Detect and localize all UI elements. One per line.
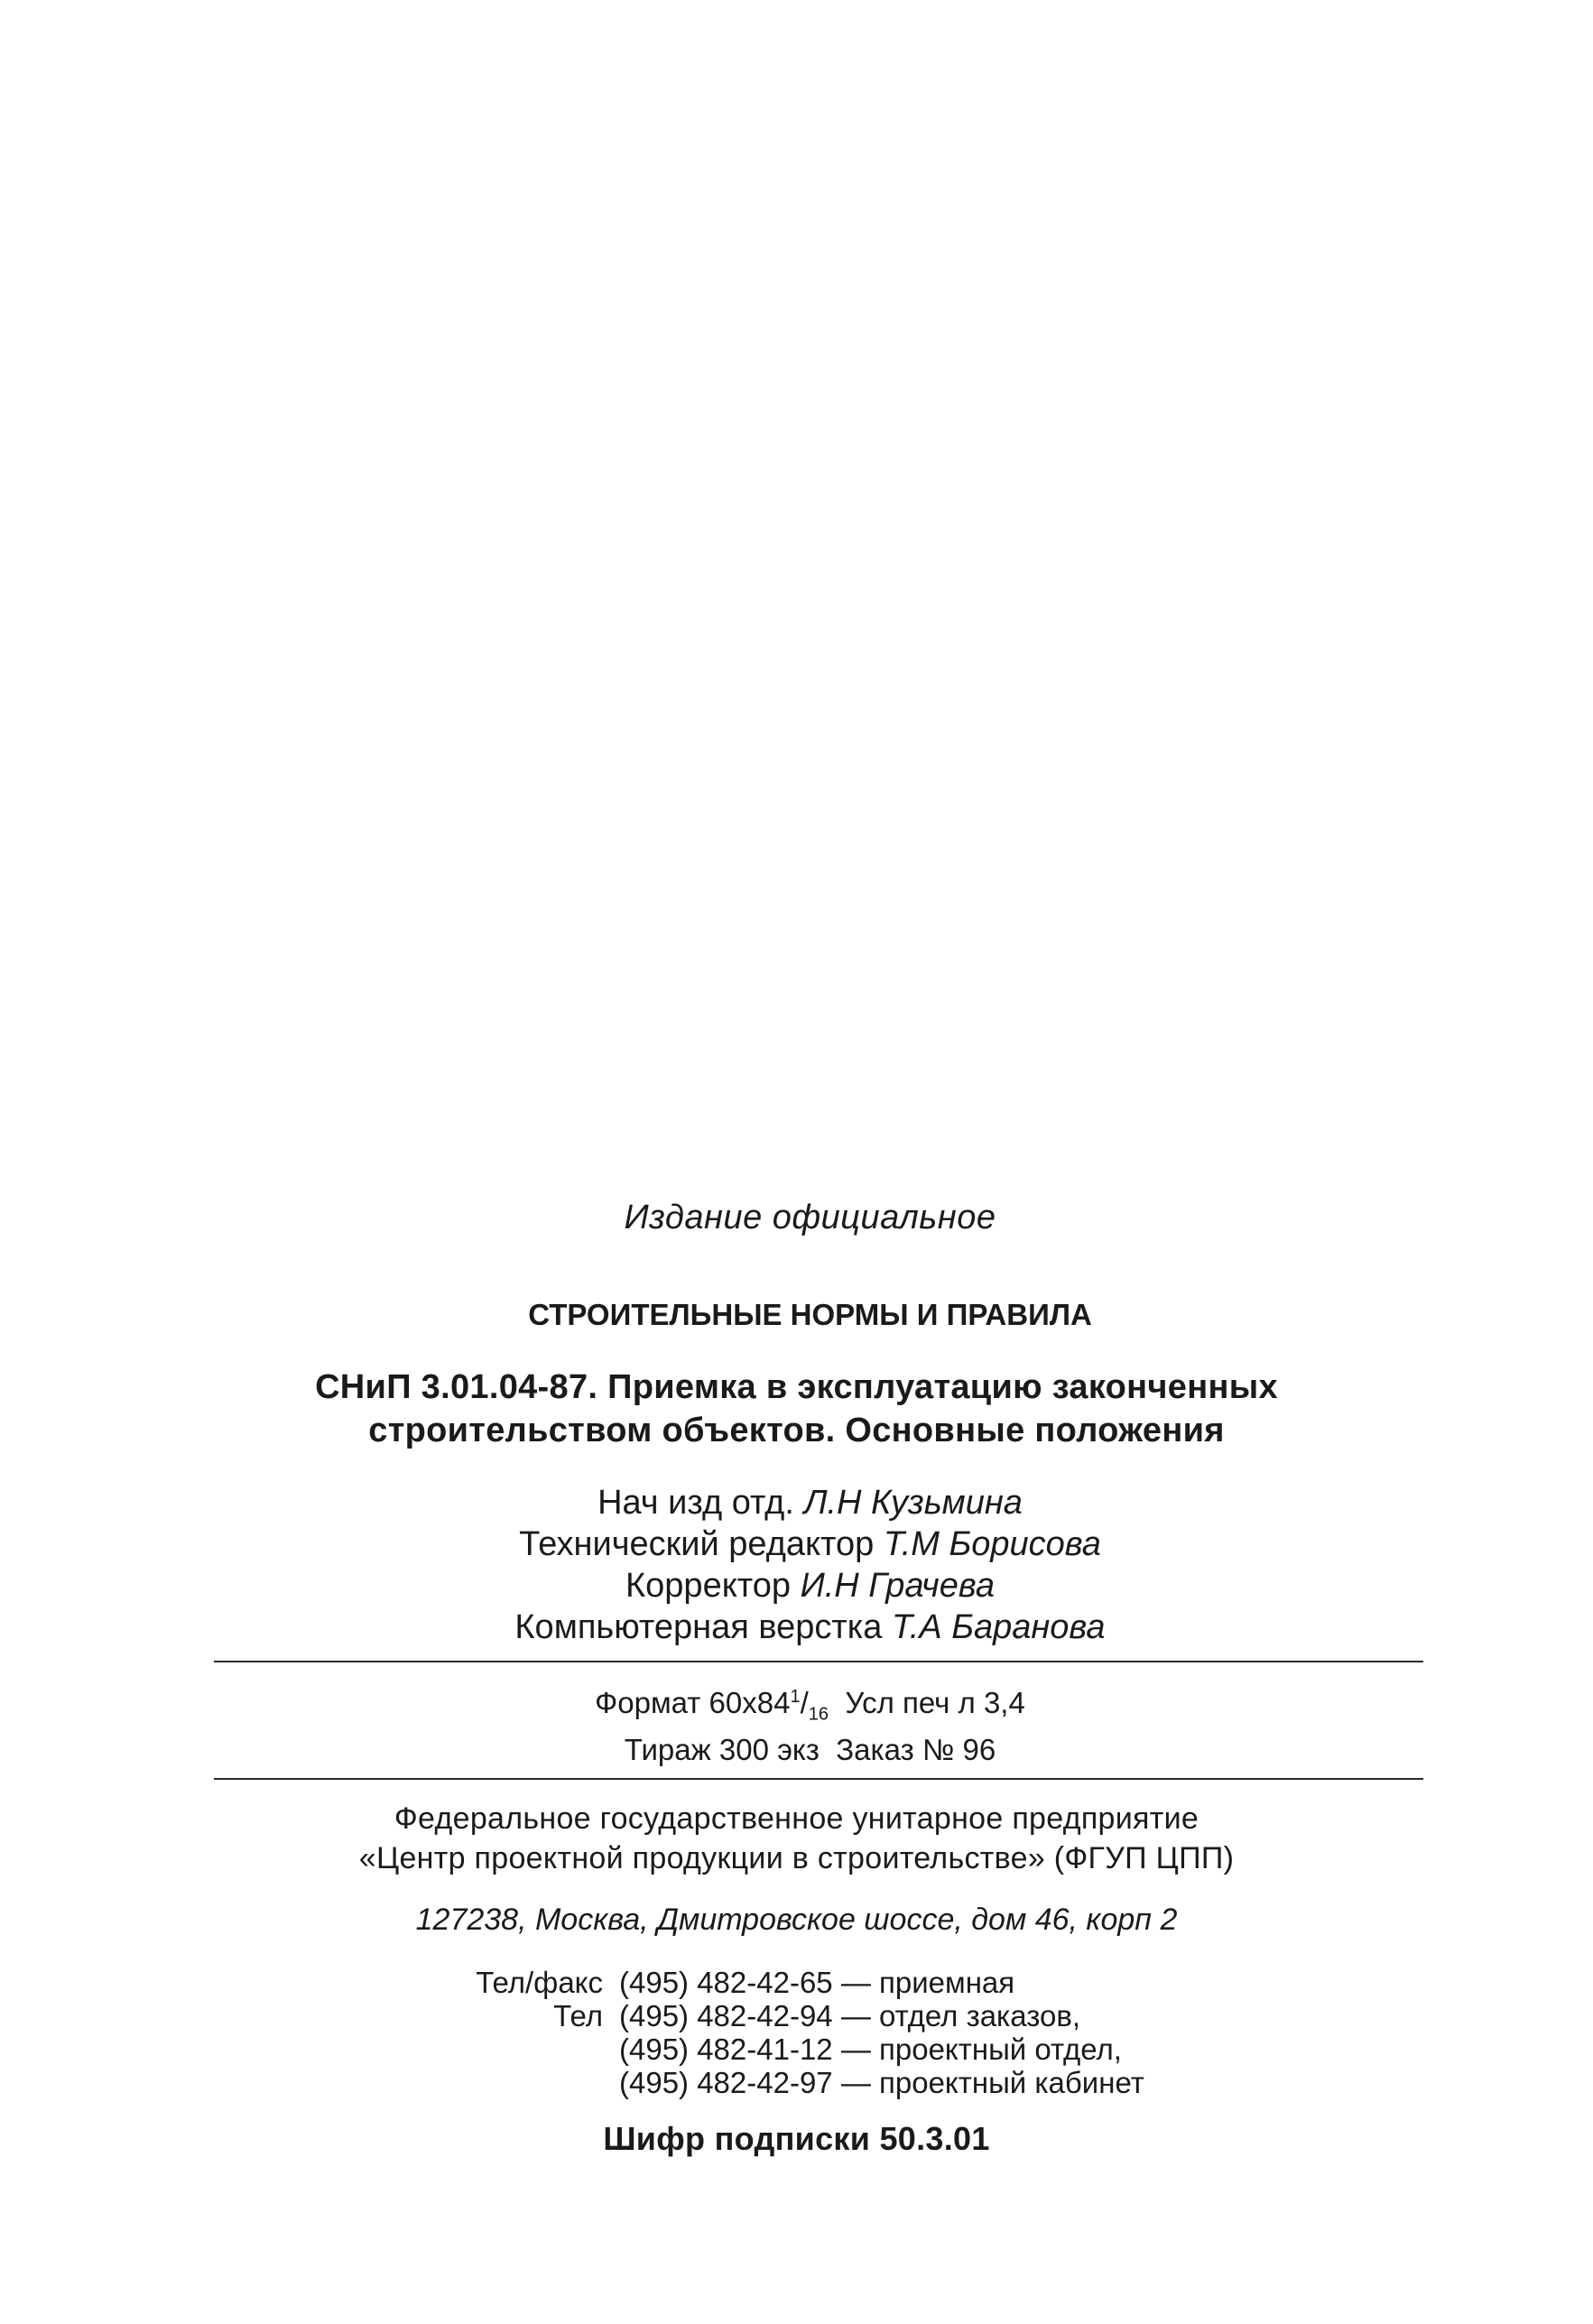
credit-role: Нач изд отд. (597, 1484, 794, 1522)
format-sub: 16 (808, 1704, 829, 1725)
format-slash: / (800, 1686, 809, 1719)
contact-label (457, 2066, 619, 2099)
publisher-address: 127238, Москва, Дмитровское шоссе, дом 46, корп 2 (415, 1903, 1178, 1937)
credit-name: Т.А Баранова (891, 1608, 1106, 1646)
credit-technical-editor (0, 1527, 1593, 1561)
credit-role: Компьютерная верстка (514, 1608, 883, 1646)
publisher-name-line-2: «Центр проектной продукции в строительстве» (ФГУП ЦПП) (358, 1841, 1235, 1875)
format-spec (0, 1688, 1593, 1724)
contact-value: (495) 482-42-65 — приемная (619, 1966, 1015, 1999)
document-title-line-1: СНиП 3.01.04-87. Приемка в эксплуатацию законченных (315, 1368, 1278, 1406)
series-heading: СТРОИТЕЛЬНЫЕ НОРМЫ И ПРАВИЛА (528, 1298, 1092, 1331)
contact-label: Тел/факс (476, 1966, 603, 1999)
contact-label: Тел (553, 1999, 603, 2032)
contact-list (457, 1966, 1144, 2099)
subscription-code: Шифр подписки 50.3.01 (603, 2120, 990, 2157)
credit-role: Технический редактор (519, 1525, 875, 1563)
circulation: Тираж 300 экз (624, 1733, 820, 1766)
publisher-name-line-1: Федеральное государственное унитарное предприятие (394, 1801, 1199, 1836)
credit-proofreader (0, 1569, 1593, 1603)
credit-layout (0, 1610, 1593, 1644)
credit-name: Л.Н Кузьмина (803, 1484, 1023, 1522)
print-sheets: Усл печ л 3,4 (845, 1686, 1025, 1719)
credit-role: Корректор (625, 1567, 791, 1605)
contact-value: (495) 482-42-94 — отдел заказов, (619, 1999, 1081, 2032)
contact-row (457, 2032, 1144, 2066)
credit-head-of-department (0, 1486, 1593, 1520)
format-sup: 1 (790, 1687, 801, 1707)
document-title-line-2: строительством объектов. Основные положения (368, 1412, 1225, 1449)
contact-value: (495) 482-42-97 — проектный кабинет (619, 2066, 1144, 2099)
edition-note: Издание официальное (624, 1199, 996, 1236)
contact-value: (495) 482-41-12 — проектный отдел, (619, 2032, 1122, 2066)
order-number: Заказ № 96 (836, 1733, 996, 1766)
divider-top (214, 1661, 1423, 1662)
circulation-spec (0, 1735, 1593, 1764)
divider-bottom (214, 1778, 1423, 1780)
credit-name: И.Н Грачева (800, 1567, 995, 1605)
format-label: Формат 60x84 (595, 1686, 791, 1719)
credit-name: Т.М Борисова (883, 1525, 1101, 1563)
contact-row (457, 1999, 1144, 2032)
contact-row (457, 2066, 1144, 2099)
contact-label (457, 2032, 619, 2066)
contact-row (457, 1966, 1144, 1999)
